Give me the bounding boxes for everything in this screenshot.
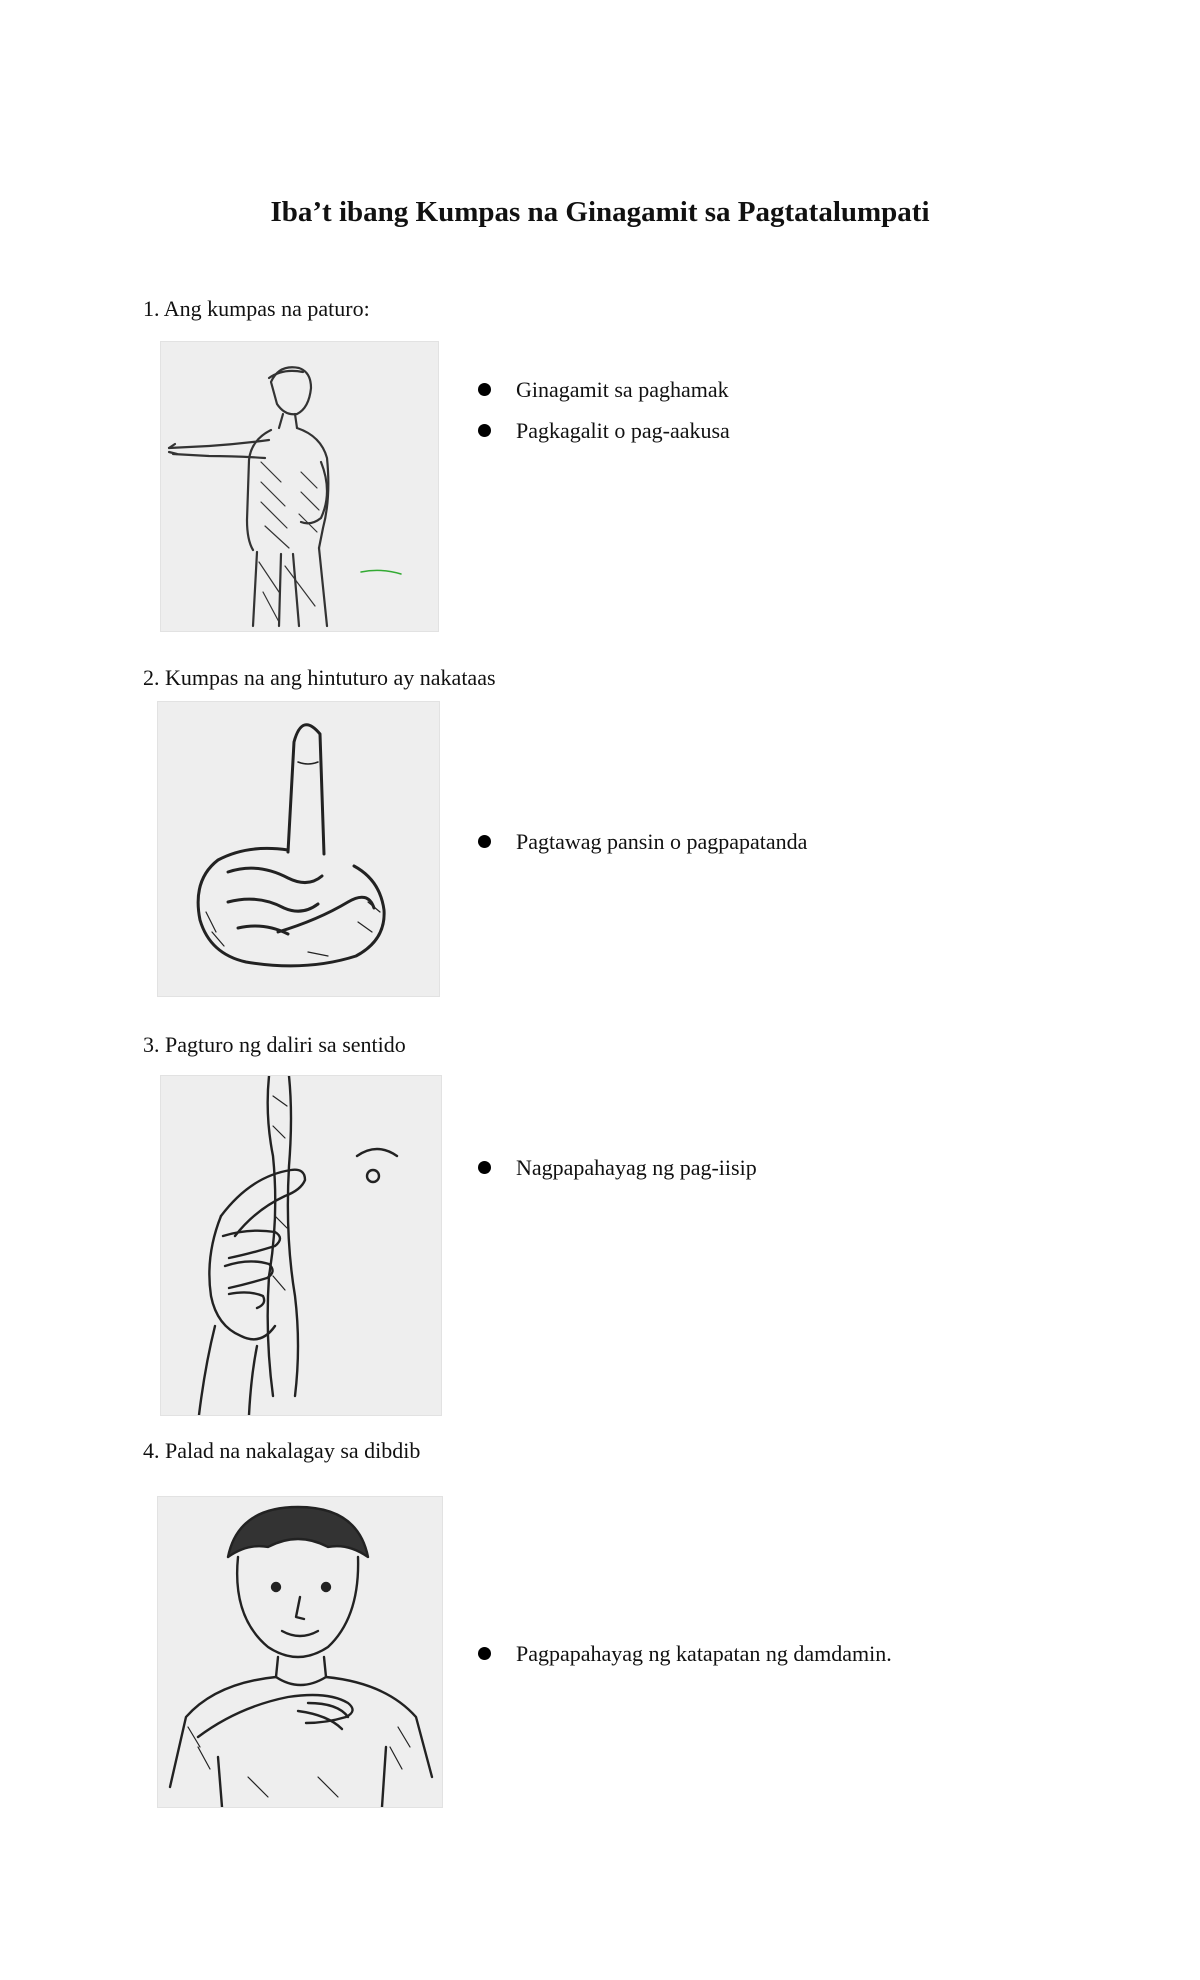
list-item-text: Nagpapahayag ng pag-iisip [516,1155,757,1180]
raised-finger-sketch-icon [157,701,440,997]
list-item [478,410,730,451]
bullet-dot-icon [478,383,491,396]
section-heading-2: 2. Kumpas na ang hintuturo ay nakataas [143,665,496,690]
list-item-text: Pagpapahayag ng katapatan ng damdamin. [516,1641,892,1666]
section-heading-1: 1. Ang kumpas na paturo: [143,296,370,321]
list-item [478,1147,757,1188]
list-item-text: Pagkagalit o pag-aakusa [516,418,730,443]
list-item-text: Ginagamit sa paghamak [516,377,729,402]
section-heading-4: 4. Palad na nakalagay sa dibdib [143,1438,421,1463]
bullet-list-1 [478,369,730,451]
bullet-dot-icon [478,424,491,437]
bullet-list-2 [478,821,807,862]
pointing-man-sketch-icon [160,341,439,632]
list-item-text: Pagtawag pansin o pagpapatanda [516,829,808,854]
section-heading-3: 3. Pagturo ng daliri sa sentido [143,1032,406,1057]
finger-to-temple-sketch-icon [160,1075,442,1416]
bullet-list-4 [478,1633,892,1674]
bullet-list-3 [478,1147,757,1188]
bullet-dot-icon [478,1647,491,1660]
bullet-dot-icon [478,835,491,848]
page-title: Iba’t ibang Kumpas na Ginagamit sa Pagtatalumpati [270,196,930,228]
list-item [478,1633,892,1674]
bullet-dot-icon [478,1161,491,1174]
palm-on-chest-sketch-icon [157,1496,443,1808]
list-item [478,821,807,862]
list-item [478,369,730,410]
